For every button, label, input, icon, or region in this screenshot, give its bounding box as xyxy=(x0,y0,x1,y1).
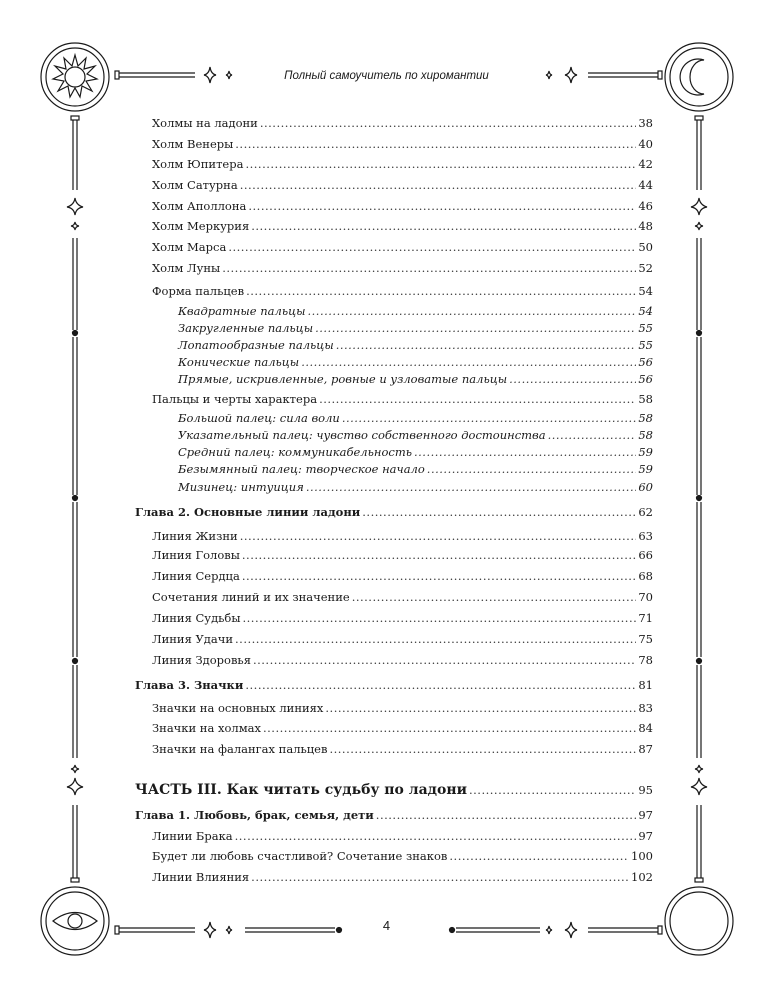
dot-leader xyxy=(248,199,636,213)
dot-leader xyxy=(329,742,636,756)
dot-leader xyxy=(376,808,637,822)
toc-entry xyxy=(152,590,653,604)
toc-entry-page: 48 xyxy=(638,219,653,233)
toc-entry xyxy=(135,505,653,519)
toc-entry-title: Значки на основных линиях xyxy=(152,701,324,715)
dot-leader xyxy=(263,721,636,735)
toc-entry-page: 70 xyxy=(638,590,653,604)
toc-entry-title: Закругленные пальцы xyxy=(178,321,314,335)
toc-entry xyxy=(178,304,653,318)
toc-entry-title: Значки на холмах xyxy=(152,721,261,735)
dot-leader xyxy=(414,445,636,459)
toc-entry-title: Холм Луны xyxy=(152,261,221,275)
toc-entry-title: Безымянный палец: творческое начало xyxy=(178,462,425,476)
toc-entry-page: 66 xyxy=(638,548,653,562)
toc-entry xyxy=(152,849,653,863)
toc-entry-title: ЧАСТЬ III. Как читать судьбу по ладони xyxy=(135,782,467,798)
toc-entry xyxy=(152,529,653,543)
dot-leader xyxy=(308,304,637,318)
toc-entry-page: 56 xyxy=(638,355,653,369)
toc-entry-title: Пальцы и черты характера xyxy=(152,392,318,406)
toc-entry xyxy=(152,219,653,233)
toc-entry-page: 40 xyxy=(638,137,653,151)
dot-leader xyxy=(240,178,637,192)
running-header-title: Полный самоучитель по хиромантии xyxy=(284,70,489,82)
toc-entry xyxy=(152,137,653,151)
toc-entry-title: Глава 3. Значки xyxy=(135,678,244,692)
toc-entry-page: 102 xyxy=(631,870,653,884)
toc-entry xyxy=(178,372,653,386)
toc-entry-title: Линии Влияния xyxy=(152,870,250,884)
dot-leader xyxy=(315,321,636,335)
toc-entry-title: Холм Сатурна xyxy=(152,178,238,192)
dot-leader xyxy=(240,529,637,543)
toc-entry-page: 87 xyxy=(638,742,653,756)
toc-entry-title: Линия Сердца xyxy=(152,569,240,583)
toc-entry-title: Средний палец: коммуникабельность xyxy=(178,445,412,459)
toc-entry-page: 58 xyxy=(638,392,653,406)
toc-entry-page: 71 xyxy=(638,611,653,625)
toc-entry-page: 50 xyxy=(638,240,653,254)
toc-entry xyxy=(178,355,653,369)
toc-entry-title: Форма пальцев xyxy=(152,284,245,298)
toc-entry-title: Лопатообразные пальцы xyxy=(178,338,334,352)
toc-entry-page: 59 xyxy=(638,462,653,476)
toc-entry-page: 58 xyxy=(638,428,653,442)
toc-entry-page: 38 xyxy=(638,116,653,130)
toc-entry xyxy=(152,829,653,843)
toc-entry-title: Линия Головы xyxy=(152,548,240,562)
toc-entry-title: Значки на фалангах пальцев xyxy=(152,742,328,756)
toc-entry-title: Глава 2. Основные линии ладони xyxy=(135,505,361,519)
toc-entry xyxy=(135,808,653,822)
toc-entry-title: Сочетания линий и их значение xyxy=(152,590,350,604)
toc-entry xyxy=(135,783,653,797)
dot-leader xyxy=(242,548,636,562)
toc-entry-title: Конические пальцы xyxy=(178,355,300,369)
dot-leader xyxy=(362,505,636,519)
dot-leader xyxy=(325,701,636,715)
dot-leader xyxy=(253,653,636,667)
toc-entry xyxy=(152,284,653,298)
toc-entry-title: Будет ли любовь счастливой? Сочетание знаков xyxy=(152,849,448,863)
toc-entry xyxy=(178,428,653,442)
toc-entry-page: 78 xyxy=(638,653,653,667)
toc-entry xyxy=(152,653,653,667)
toc-entry-title: Линии Брака xyxy=(152,829,233,843)
dot-leader xyxy=(336,338,637,352)
toc-entry xyxy=(152,632,653,646)
toc-entry-title: Холмы на ладони xyxy=(152,116,258,130)
toc-entry-title: Холм Юпитера xyxy=(152,157,244,171)
dot-leader xyxy=(246,284,636,298)
toc-entry xyxy=(178,445,653,459)
dot-leader xyxy=(245,678,636,692)
toc-entry-title: Прямые, искривленные, ровные и узловатые пальцы xyxy=(178,372,508,386)
dot-leader xyxy=(548,428,637,442)
toc-entry xyxy=(152,870,653,884)
toc-entry-page: 68 xyxy=(638,569,653,583)
toc-entry-title: Мизинец: интуиция xyxy=(178,480,304,494)
toc-entry-title: Линия Жизни xyxy=(152,529,238,543)
toc-entry-title: Холм Венеры xyxy=(152,137,234,151)
toc-entry xyxy=(178,480,653,494)
toc-entry-page: 44 xyxy=(638,178,653,192)
toc-entry-title: Глава 1. Любовь, брак, семья, дети xyxy=(135,808,374,822)
dot-leader xyxy=(235,632,636,646)
toc-entry-title: Указательный палец: чувство собственного достоинства xyxy=(178,428,546,442)
toc-entry-page: 63 xyxy=(638,529,653,543)
dot-leader xyxy=(251,870,629,884)
toc-entry xyxy=(152,701,653,715)
toc-entry-title: Большой палец: сила воли xyxy=(178,411,340,425)
toc-entry-title: Квадратные пальцы xyxy=(178,304,306,318)
toc-entry xyxy=(178,411,653,425)
dot-leader xyxy=(469,783,636,797)
dot-leader xyxy=(319,392,636,406)
dot-leader xyxy=(222,261,636,275)
toc-entry-title: Линия Удачи xyxy=(152,632,234,646)
dot-leader xyxy=(427,462,637,476)
toc-entry-page: 100 xyxy=(631,849,653,863)
toc-entry xyxy=(152,392,653,406)
toc-entry-page: 60 xyxy=(638,480,653,494)
dot-leader xyxy=(449,849,629,863)
toc-entry-title: Холм Марса xyxy=(152,240,227,254)
toc-entry xyxy=(152,178,653,192)
toc-entry xyxy=(152,721,653,735)
toc-entry-title: Холм Аполлона xyxy=(152,199,247,213)
toc-entry xyxy=(152,261,653,275)
toc-entry-page: 75 xyxy=(638,632,653,646)
toc-entry xyxy=(152,199,653,213)
toc-entry xyxy=(178,338,653,352)
toc-entry-title: Линия Здоровья xyxy=(152,653,251,667)
toc-entry-page: 58 xyxy=(638,411,653,425)
toc-entry xyxy=(135,678,653,692)
dot-leader xyxy=(342,411,637,425)
toc-entry-title: Линия Судьбы xyxy=(152,611,241,625)
dot-leader xyxy=(235,829,637,843)
toc-entry-page: 55 xyxy=(638,338,653,352)
toc-entry xyxy=(152,548,653,562)
toc-entry-page: 81 xyxy=(638,678,653,692)
toc-entry-page: 95 xyxy=(638,783,653,797)
toc-entry-page: 56 xyxy=(638,372,653,386)
toc-entry-page: 62 xyxy=(638,505,653,519)
dot-leader xyxy=(245,157,636,171)
toc-entry-page: 83 xyxy=(638,701,653,715)
toc-entry xyxy=(152,742,653,756)
toc-entry-page: 97 xyxy=(638,829,653,843)
toc-entry xyxy=(178,321,653,335)
toc-entry-page: 42 xyxy=(638,157,653,171)
toc-entry-page: 54 xyxy=(638,284,653,298)
dot-leader xyxy=(306,480,637,494)
toc-entry xyxy=(152,240,653,254)
toc-entry-page: 46 xyxy=(638,199,653,213)
toc-entry-page: 55 xyxy=(638,321,653,335)
toc-entry-title: Холм Меркурия xyxy=(152,219,250,233)
toc-entry xyxy=(152,569,653,583)
toc-entry-page: 52 xyxy=(638,261,653,275)
dot-leader xyxy=(352,590,637,604)
dot-leader xyxy=(251,219,636,233)
dot-leader xyxy=(301,355,636,369)
toc-entry-page: 84 xyxy=(638,721,653,735)
toc-entry xyxy=(152,116,653,130)
dot-leader xyxy=(235,137,636,151)
toc-entry xyxy=(152,611,653,625)
toc-entry-page: 59 xyxy=(638,445,653,459)
toc-entry-page: 97 xyxy=(638,808,653,822)
dot-leader xyxy=(260,116,637,130)
page-number: 4 xyxy=(382,918,391,933)
toc-entry xyxy=(152,157,653,171)
toc-entry-page: 54 xyxy=(638,304,653,318)
dot-leader xyxy=(242,569,637,583)
toc-entry xyxy=(178,462,653,476)
dot-leader xyxy=(509,372,636,386)
dot-leader xyxy=(228,240,636,254)
dot-leader xyxy=(243,611,637,625)
